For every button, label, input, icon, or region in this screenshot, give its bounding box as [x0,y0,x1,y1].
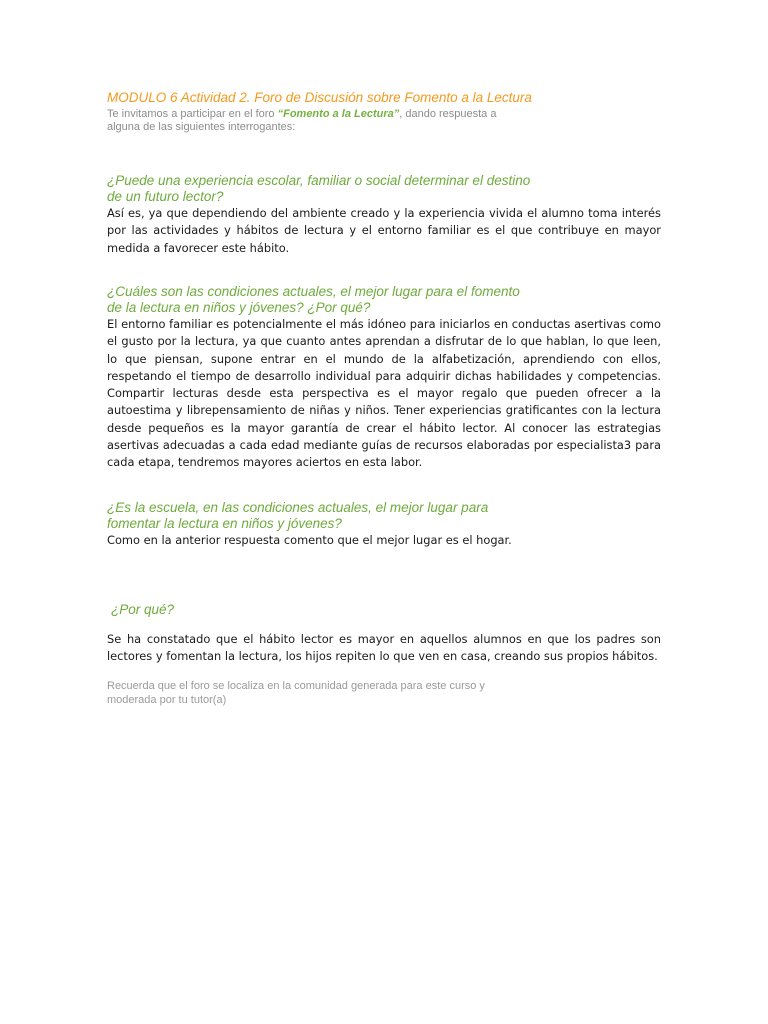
question-2 [107,284,627,316]
question-2-line-1: ¿Cuáles son las condiciones actuales, el mejor lugar para el fomento [107,284,520,299]
answer-1: Así es, ya que dependiendo del ambiente creado y la experiencia vivida el alumno toma interés por las actividades y hábitos de lectura y el entorno familiar es el que contribuye en mayor medida a favorecer este hábito. [107,206,661,255]
footer-note: Recuerda que el foro se localiza en la comunidad generada para este curso y moderada por tu tutor(a) [107,680,485,706]
question-4-line-1: ¿Por qué? [111,602,175,617]
question-1-line-2: de un futuro lector? [107,189,224,204]
question-3 [107,500,627,532]
answer-2: El entorno familiar es potencialmente el más idóneo para iniciarlos en conductas asertivas como el gusto por la lectura, ya que cuanto antes aprendan a disfrutar de lo que hablan, lo que leen, lo que piensan, supone entrar en el mundo de la alfabetización, aprendiendo con ellos, respetando el tiempo de desarrollo individual para adquirir dichas habilidades y competencias. Compartir lecturas desde esta perspectiva es el mayor regalo que pueden ofrecer a la autoestima y librepensamiento de niñas y niños. Tener experiencias gratificantes con la lectura desde pequeños es la mayor garantía de crear el hábito lector. Al conocer las estrategias asertivas adecuadas a cada edad mediante guías de recursos elaboradas por especialista3 para cada etapa, tendremos mayores aciertos en esta labor. [107,317,661,470]
question-1 [107,173,627,205]
question-1-line-1: ¿Puede una experiencia escolar, familiar o social determinar el destino [107,173,531,188]
question-4 [111,602,631,618]
question-2-line-2: de la lectura en niños y jóvenes? ¿Por qué? [107,300,371,315]
question-3-line-1: ¿Es la escuela, en las condiciones actuales, el mejor lugar para [107,500,489,515]
answer-3: Como en la anterior respuesta comento que el mejor lugar es el hogar. [107,533,512,547]
forum-name: “Fomento a la Lectura” [277,108,400,120]
intro-before: Te invitamos a participar en el foro [107,108,278,120]
page-title: MODULO 6 Actividad 2. Foro de Discusión sobre Fomento a la Lectura [107,90,532,105]
answer-4: Se ha constatado que el hábito lector es mayor en aquellos alumnos en que los padres son lectores y fomentan la lectura, los hijos repiten lo que ven en casa, creando sus propios hábitos. [107,632,661,664]
intro-text [107,108,527,134]
question-3-line-2: fomentar la lectura en niños y jóvenes? [107,516,342,531]
intro-after: , dando respuesta a alguna de las siguientes interrogantes: [107,108,497,133]
